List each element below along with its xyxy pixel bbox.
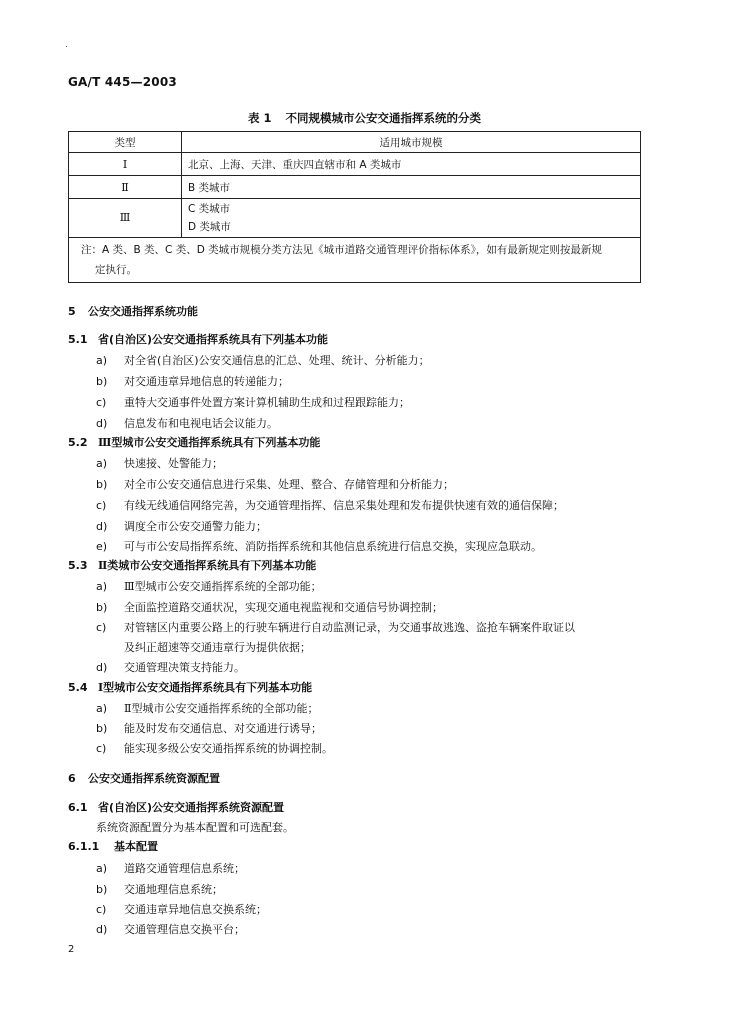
item-text: 交通地理信息系统； xyxy=(124,883,223,896)
subsection-title: 基本配置 xyxy=(114,840,158,853)
city-type-numeral: Ⅲ xyxy=(124,580,135,593)
subsection-heading-5-1 xyxy=(68,333,328,347)
list-item xyxy=(96,580,322,594)
scale-line: D 类城市 xyxy=(188,221,231,233)
list-item xyxy=(96,499,564,513)
item-text: 快速接、处警能力； xyxy=(124,457,223,470)
item-text: 可与市公安局指挥系统、消防指挥系统和其他信息系统进行信息交换，实现应急联动。 xyxy=(124,540,542,553)
paragraph: 系统资源配置分为基本配置和可选配套。 xyxy=(96,821,294,834)
subsection-number: 6.1 xyxy=(68,801,88,814)
subsection-heading-5-4 xyxy=(68,681,312,695)
item-text: 交通管理信息交换平台； xyxy=(124,923,245,936)
item-marker: b) xyxy=(96,375,108,388)
item-marker: b) xyxy=(96,601,108,614)
list-item xyxy=(96,478,454,492)
type-cell: Ⅰ xyxy=(69,153,182,176)
item-marker: a) xyxy=(96,354,108,367)
item-marker: a) xyxy=(96,580,108,593)
section-heading-6 xyxy=(68,772,220,786)
item-text: 对全省(自治区)公安交通信息的汇总、处理、统计、分析能力； xyxy=(124,354,430,367)
table-caption-number: 表 1 xyxy=(247,111,272,125)
subsection-number: 5.4 xyxy=(68,681,88,694)
subsection-title: 型城市公安交通指挥系统具有下列基本功能 xyxy=(111,436,321,449)
list-item xyxy=(96,396,410,410)
section-heading-5 xyxy=(68,305,198,319)
page-number: 2 xyxy=(68,944,75,955)
list-item xyxy=(96,883,223,897)
section-number: 6 xyxy=(68,772,76,785)
item-marker: d) xyxy=(96,923,108,936)
subsection-heading-6-1-1 xyxy=(68,840,158,854)
city-type-numeral: Ⅲ xyxy=(98,436,112,449)
list-item xyxy=(96,862,245,876)
column-header-type: 类型 xyxy=(69,132,182,153)
list-item xyxy=(96,903,267,917)
table-note xyxy=(69,238,641,283)
item-marker: b) xyxy=(96,478,108,491)
item-text: 型城市公安交通指挥系统的全部功能； xyxy=(134,580,322,593)
table-header-row xyxy=(69,132,641,153)
table-note-row xyxy=(69,238,641,283)
item-marker: a) xyxy=(96,862,108,875)
scale-cell: B 类城市 xyxy=(182,176,641,199)
section-number: 5 xyxy=(68,305,76,318)
list-item xyxy=(96,540,542,554)
type-cell: Ⅱ xyxy=(69,176,182,199)
item-marker: b) xyxy=(96,722,108,735)
item-text: 型城市公安交通指挥系统的全部功能； xyxy=(131,702,319,715)
city-type-numeral: Ⅰ xyxy=(98,681,104,694)
item-marker: c) xyxy=(96,499,107,512)
item-text: 全面监控道路交通状况，实现交通电视监视和交通信号协调控制； xyxy=(124,601,443,614)
table-caption-title: 不同规模城市公安交通指挥系统的分类 xyxy=(285,111,481,125)
item-marker: d) xyxy=(96,661,108,674)
list-item xyxy=(96,354,430,368)
list-item xyxy=(96,923,245,937)
item-marker: a) xyxy=(96,457,108,470)
item-text: 能及时发布交通信息、对交通进行诱导； xyxy=(124,722,322,735)
list-item xyxy=(96,457,223,471)
section-title: 公安交通指挥系统资源配置 xyxy=(88,772,220,785)
item-text: 重特大交通事件处置方案计算机辅助生成和过程跟踪能力； xyxy=(124,396,410,409)
item-marker: d) xyxy=(96,417,108,430)
subsection-title: 型城市公安交通指挥系统具有下列基本功能 xyxy=(103,681,313,694)
item-text: 对交通违章异地信息的转递能力； xyxy=(124,375,289,388)
list-item xyxy=(96,417,278,431)
item-marker: c) xyxy=(96,621,107,634)
subsection-heading-5-3 xyxy=(68,559,316,573)
item-marker: e) xyxy=(96,540,108,553)
item-text: 对全市公安交通信息进行采集、处理、整合、存储管理和分析能力； xyxy=(124,478,454,491)
scan-speck xyxy=(66,46,67,47)
list-item xyxy=(96,702,318,716)
table-caption xyxy=(0,110,729,126)
subsection-heading-6-1 xyxy=(68,801,284,815)
scale-line: C 类城市 xyxy=(188,203,231,215)
item-text: 交通管理决策支持能力。 xyxy=(124,661,245,674)
subsection-number: 5.3 xyxy=(68,559,88,572)
subsection-heading-5-2 xyxy=(68,436,320,450)
city-classification-table xyxy=(68,131,641,283)
list-item xyxy=(96,722,322,736)
subsection-title: 省(自治区)公安交通指挥系统资源配置 xyxy=(98,801,285,814)
item-marker: c) xyxy=(96,903,107,916)
item-text: 有线无线通信网络完善，为交通管理指挥、信息采集处理和发布提供快速有效的通信保障； xyxy=(124,499,564,512)
subsection-title: 类城市公安交通指挥系统具有下列基本功能 xyxy=(107,559,317,572)
table-note-line: 注：A 类、B 类、C 类、D 类城市规模分类方法见《城市道路交通管理评价指标体系》，如有最新规定则按最新规 xyxy=(81,244,602,256)
item-text: 对管辖区内重要公路上的行驶车辆进行自动监测记录，为交通事故逃逸、盗抢车辆案件取证以 xyxy=(124,621,575,634)
item-text: 交通违章异地信息交换系统； xyxy=(124,903,267,916)
list-item xyxy=(96,661,245,675)
table-note-line: 定执行。 xyxy=(95,264,137,276)
type-cell: Ⅲ xyxy=(69,199,182,238)
item-marker: a) xyxy=(96,702,108,715)
subsection-number: 5.1 xyxy=(68,333,88,346)
subsection-number: 6.1.1 xyxy=(68,840,100,853)
subsection-number: 5.2 xyxy=(68,436,88,449)
list-item xyxy=(96,621,575,635)
list-item xyxy=(96,742,333,756)
standard-code: GA/T 445—2003 xyxy=(68,75,177,89)
table-row xyxy=(69,199,641,238)
column-header-scale: 适用城市规模 xyxy=(182,132,641,153)
city-type-numeral: Ⅱ xyxy=(98,559,108,572)
item-marker: c) xyxy=(96,396,107,409)
item-marker: d) xyxy=(96,520,108,533)
city-type-numeral: Ⅱ xyxy=(124,702,132,715)
list-item xyxy=(96,601,443,615)
table-row xyxy=(69,153,641,176)
scale-cell: 北京、上海、天津、重庆四直辖市和 A 类城市 xyxy=(182,153,641,176)
subsection-title: 省(自治区)公安交通指挥系统具有下列基本功能 xyxy=(98,333,329,346)
list-item xyxy=(96,375,289,389)
list-item xyxy=(96,520,267,534)
item-text: 调度全市公安交通警力能力； xyxy=(124,520,267,533)
item-text: 道路交通管理信息系统； xyxy=(124,862,245,875)
scale-cell xyxy=(182,199,641,238)
item-text: 能实现多级公安交通指挥系统的协调控制。 xyxy=(124,742,333,755)
item-text: 信息发布和电视电话会议能力。 xyxy=(124,417,278,430)
section-title: 公安交通指挥系统功能 xyxy=(88,305,198,318)
list-item-continuation: 及纠正超速等交通违章行为提供依据； xyxy=(124,641,311,654)
item-marker: c) xyxy=(96,742,107,755)
table-row xyxy=(69,176,641,199)
item-marker: b) xyxy=(96,883,108,896)
